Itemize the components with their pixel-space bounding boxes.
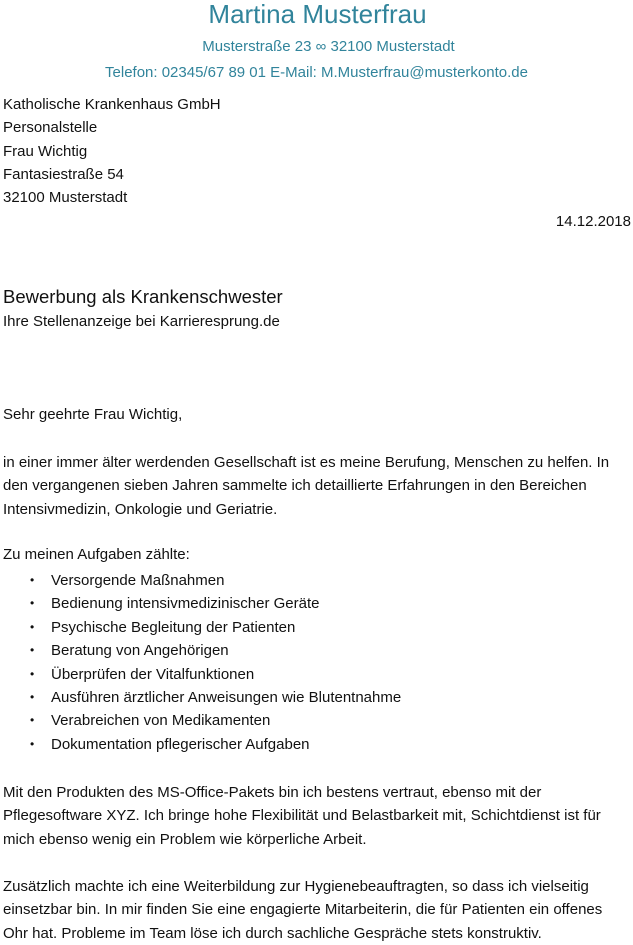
text-line: einsetzbar bin. In mir finden Sie eine engagierte Mitarbeiterin, die für Patienten ein offenes <box>3 901 603 919</box>
tasks-list <box>0 569 401 756</box>
recipient-line: Katholische Krankenhaus GmbH <box>3 96 221 113</box>
list-item-text: Psychische Begleitung der Patienten <box>51 618 296 636</box>
list-item <box>0 686 401 709</box>
bullet-icon: • <box>30 713 35 728</box>
list-item <box>0 709 401 732</box>
list-item <box>0 733 401 756</box>
list-item-text: Bedienung intensivmedizinischer Geräte <box>51 595 320 613</box>
subject-title: Bewerbung als Krankenschwester <box>3 286 283 307</box>
list-item-text: Überprüfen der Vitalfunktionen <box>51 665 255 683</box>
text-line: Intensivmedizin, Onkologie und Geriatrie. <box>3 500 278 518</box>
list-item <box>0 616 401 639</box>
list-item <box>0 569 401 592</box>
text-line: Mit den Produkten des MS-Office-Pakets bin ich bestens vertraut, ebenso mit der <box>3 784 542 801</box>
text-line: Ohr hat. Probleme im Team löse ich durch sachliche Gespräche stets konstruktiv. <box>3 924 542 942</box>
text-line: in einer immer älter werdenden Gesellschaft ist es meine Berufung, Menschen zu helfen. In <box>3 454 610 471</box>
sender-address: Musterstraße 23 ∞ 32100 Musterstadt <box>202 38 455 55</box>
recipient-line: Frau Wichtig <box>3 143 88 160</box>
bullet-icon: • <box>30 619 35 634</box>
text-line: mich ebenso wenig ein Problem wie körperliche Arbeit. <box>3 830 367 848</box>
bullet-icon: • <box>30 643 35 658</box>
salutation: Sehr geehrte Frau Wichtig, <box>3 406 183 423</box>
text-line: den vergangenen sieben Jahren sammelte ich detaillierte Erfahrungen in den Bereichen <box>3 477 587 495</box>
list-item <box>0 592 401 615</box>
list-item <box>0 663 401 686</box>
bullet-icon: • <box>30 689 35 704</box>
recipient-line: Fantasiestraße 54 <box>3 166 124 183</box>
intro-paragraph <box>3 451 628 521</box>
text-line: Zusätzlich machte ich eine Weiterbildung zur Hygienebeauftragten, so dass ich vielseitig <box>3 878 589 895</box>
list-item-text: Verabreichen von Medikamenten <box>51 712 271 730</box>
sender-name: Martina Musterfrau <box>208 0 427 29</box>
list-item-text: Dokumentation pflegerischer Aufgaben <box>51 735 310 753</box>
subject-reference: Ihre Stellenanzeige bei Karrieresprung.de <box>3 313 280 330</box>
letter-date: 14.12.2018 <box>555 213 631 230</box>
skills-paragraph <box>3 781 628 851</box>
sender-contact: Telefon: 02345/67 89 01 E-Mail: M.Musterfrau@musterkonto.de <box>105 64 528 81</box>
recipient-line: 32100 Musterstadt <box>3 189 128 206</box>
further-paragraph <box>3 875 628 945</box>
bullet-icon: • <box>30 736 35 751</box>
bullet-icon: • <box>30 573 35 587</box>
text-line: Pflegesoftware XYZ. Ich bringe hohe Flexibilität und Belastbarkeit mit, Schichtdienst ist für <box>3 807 601 825</box>
list-item-text: Versorgende Maßnahmen <box>51 572 225 589</box>
recipient-line: Personalstelle <box>3 119 98 136</box>
bullet-icon: • <box>30 596 35 611</box>
tasks-heading: Zu meinen Aufgaben zählte: <box>3 546 190 563</box>
bullet-icon: • <box>30 666 35 681</box>
list-item <box>0 639 401 662</box>
list-item-text: Ausführen ärztlicher Anweisungen wie Blutentnahme <box>51 688 402 706</box>
list-item-text: Beratung von Angehörigen <box>51 642 229 660</box>
